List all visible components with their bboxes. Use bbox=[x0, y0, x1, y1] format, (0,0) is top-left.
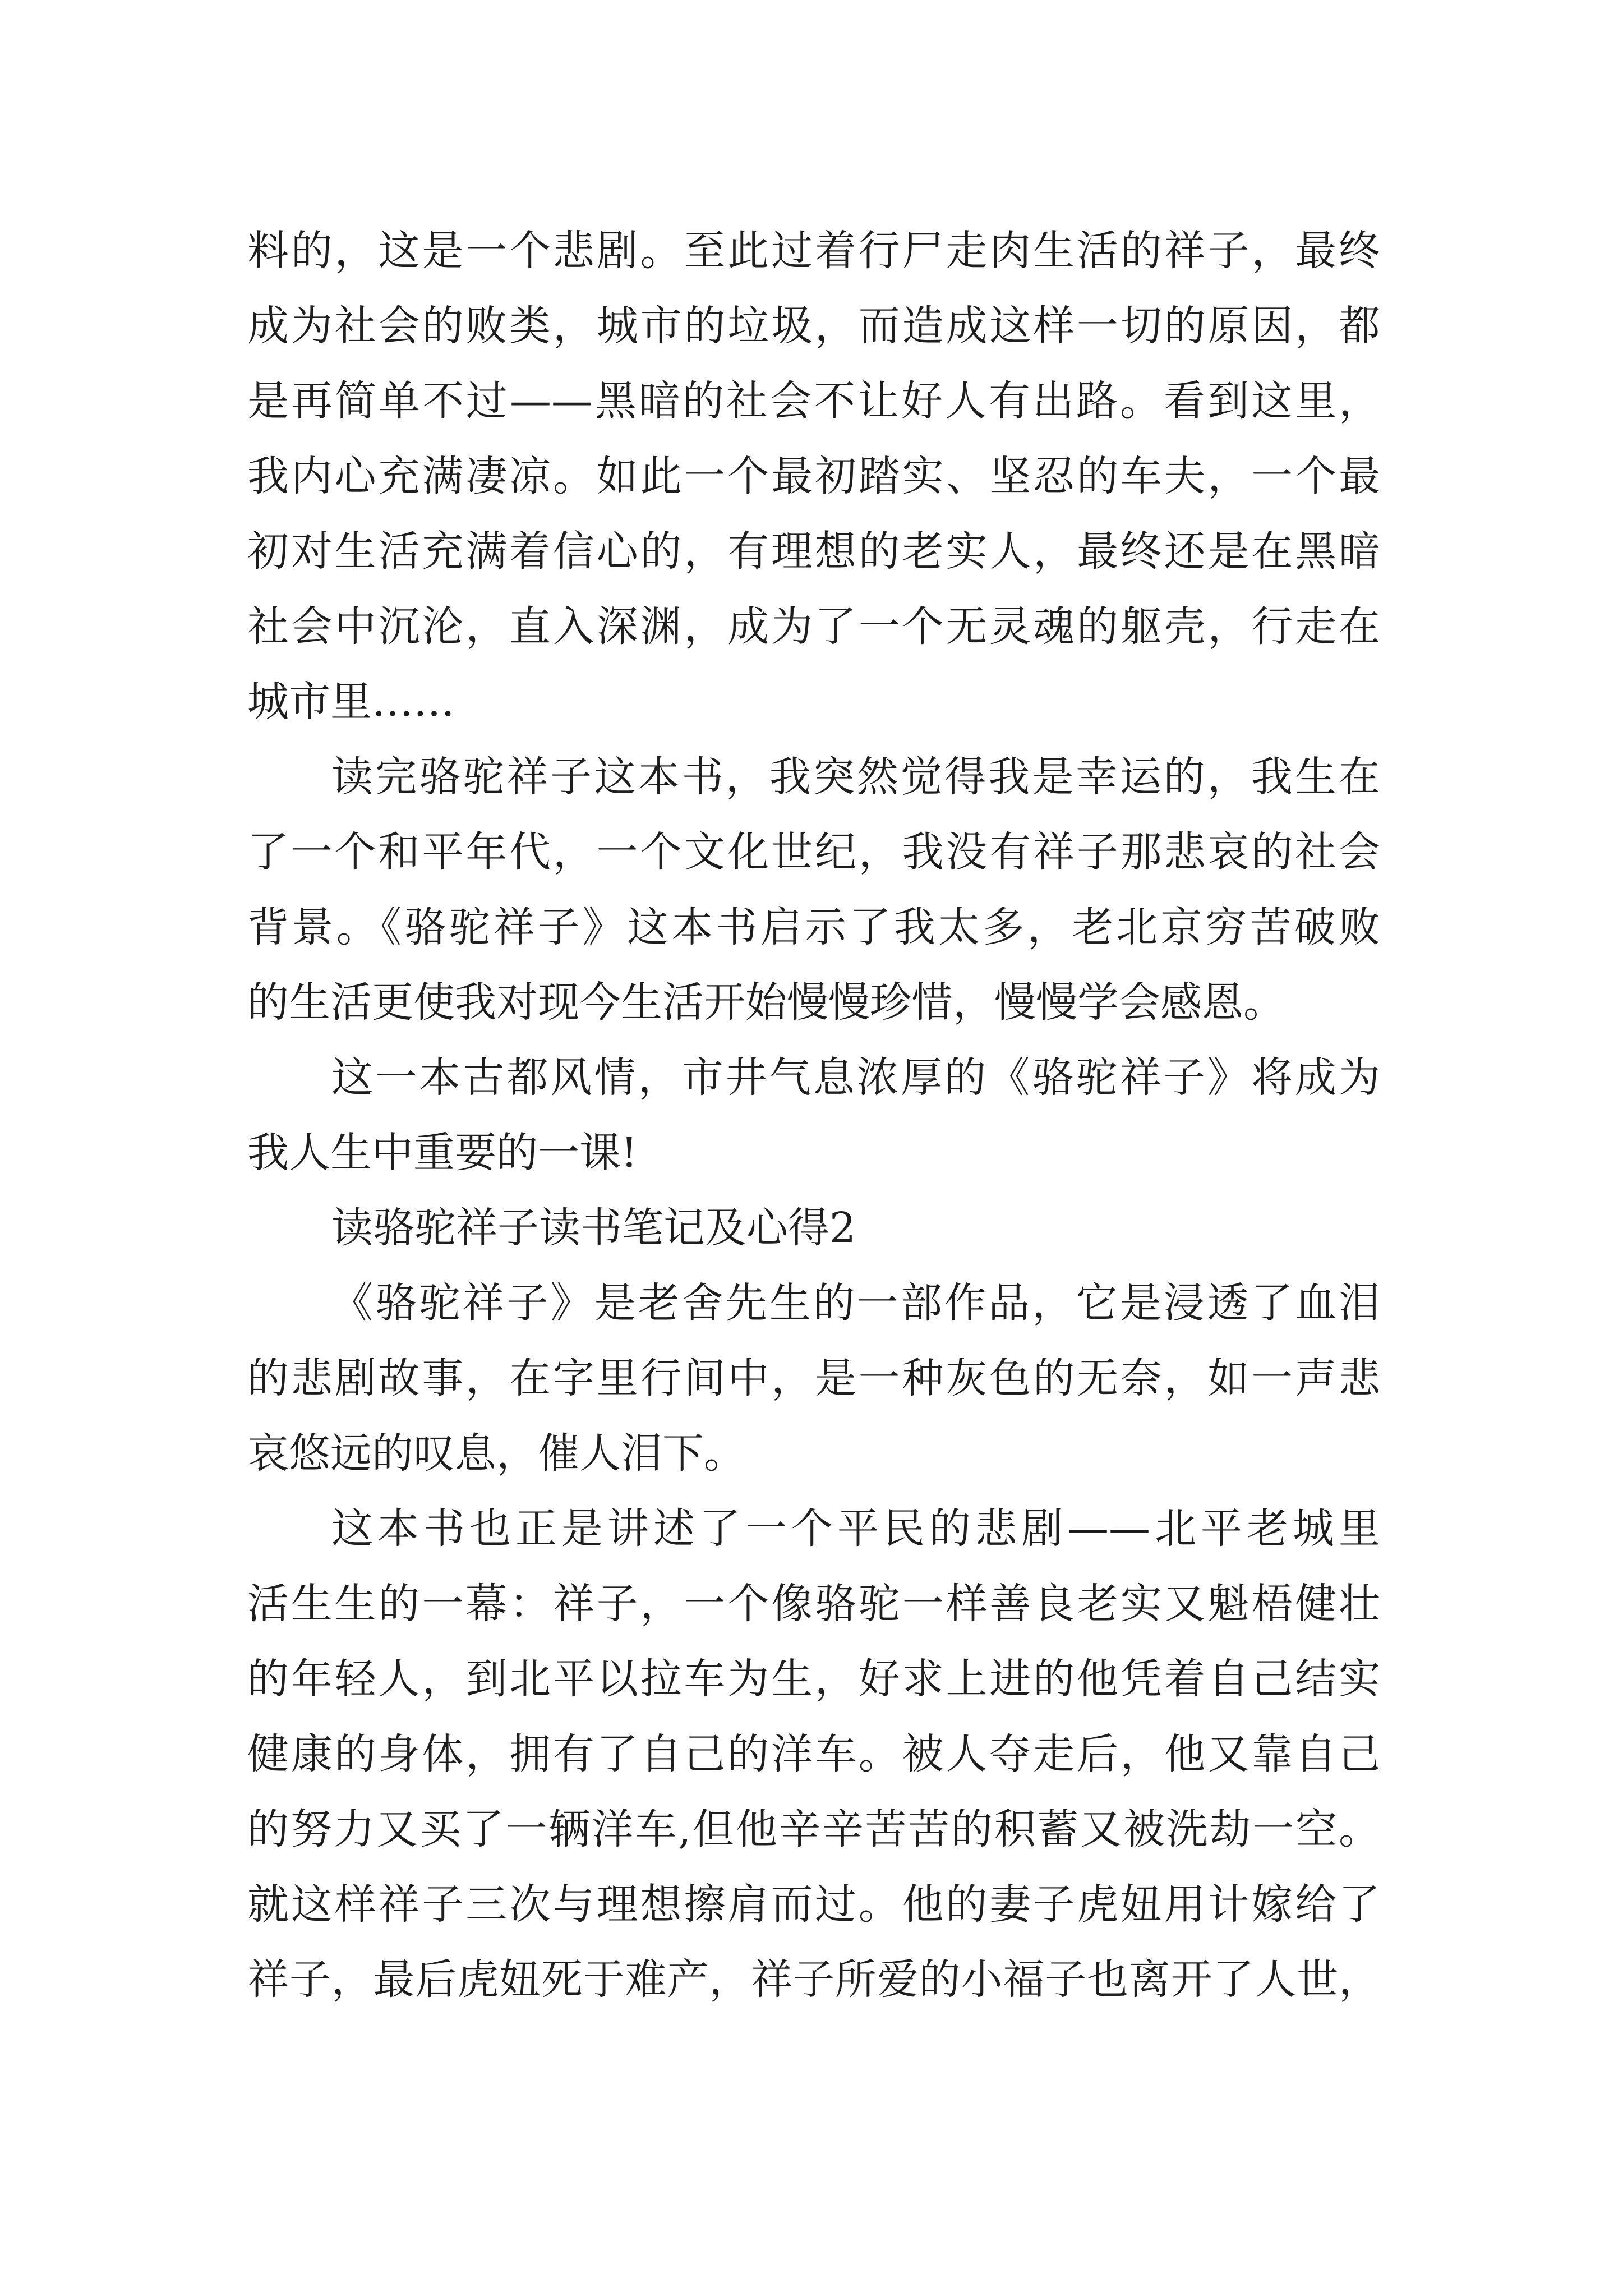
text-line: 读完骆驼祥子这本书，我突然觉得我是幸运的，我生在 bbox=[331, 753, 1380, 801]
text-line: 的努力又买了一辆洋车,但他辛辛苦苦的积蓄又被洗劫一空。 bbox=[247, 1805, 1380, 1853]
text-line: 的悲剧故事，在字里行间中，是一种灰色的无奈，如一声悲 bbox=[247, 1354, 1380, 1402]
text-line: 是再简单不过——黑暗的社会不让好人有出路。看到这里， bbox=[247, 377, 1380, 425]
text-line: 活生生的一幕：祥子，一个像骆驼一样善良老实又魁梧健壮 bbox=[247, 1580, 1380, 1628]
text-line: 这本书也正是讲述了一个平民的悲剧——北平老城里 bbox=[331, 1504, 1380, 1553]
text-line: 的年轻人，到北平以拉车为生，好求上进的他凭着自己结实 bbox=[247, 1655, 1380, 1703]
paragraph-continued bbox=[247, 213, 1380, 739]
text-line: 祥子，最后虎妞死于难产，祥子所爱的小福子也离开了人世， bbox=[247, 1955, 1380, 2004]
text-line: 成为社会的败类，城市的垃圾，而造成这样一切的原因，都 bbox=[247, 302, 1380, 350]
text-line: 《骆驼祥子》是老舍先生的一部作品，它是浸透了血泪 bbox=[331, 1279, 1380, 1327]
text-line: 哀悠远的叹息，催人泪下。 bbox=[247, 1429, 745, 1478]
text-line: 我内心充满凄凉。如此一个最初踏实、坚忍的车夫，一个最 bbox=[247, 452, 1380, 500]
text-line: 初对生活充满着信心的，有理想的老实人，最终还是在黑暗 bbox=[247, 527, 1380, 576]
text-line: 社会中沉沦，直入深渊，成为了一个无灵魂的躯壳，行走在 bbox=[247, 602, 1380, 651]
text-line: 的生活更使我对现今生活开始慢慢珍惜，慢慢学会感恩。 bbox=[247, 978, 1285, 1027]
paragraph-story bbox=[247, 1491, 1380, 2017]
paragraph-lucky bbox=[247, 739, 1380, 1040]
text-line: 就这样祥子三次与理想擦肩而过。他的妻子虎妞用计嫁给了 bbox=[247, 1880, 1380, 1929]
paragraph-intro bbox=[247, 1266, 1380, 1491]
text-line: 这一本古都风情，市井气息浓厚的《骆驼祥子》将成为 bbox=[331, 1053, 1380, 1102]
text-line: 了一个和平年代，一个文化世纪，我没有祥子那悲哀的社会 bbox=[247, 828, 1380, 876]
section-heading-text: 读骆驼祥子读书笔记及心得2 bbox=[331, 1204, 856, 1252]
section-heading bbox=[247, 1190, 1380, 1266]
text-line: 料的，这是一个悲剧。至此过着行尸走肉生活的祥子，最终 bbox=[247, 227, 1380, 275]
text-line: 健康的身体，拥有了自己的洋车。被人夺走后，他又靠自己 bbox=[247, 1730, 1380, 1778]
body-text bbox=[247, 213, 1380, 2017]
paragraph-lesson bbox=[247, 1040, 1380, 1190]
text-line: 背景。《骆驼祥子》这本书启示了我太多，老北京穷苦破败 bbox=[247, 903, 1380, 951]
text-line: 我人生中重要的一课! bbox=[247, 1129, 638, 1177]
text-line: 城市里…… bbox=[247, 678, 455, 726]
